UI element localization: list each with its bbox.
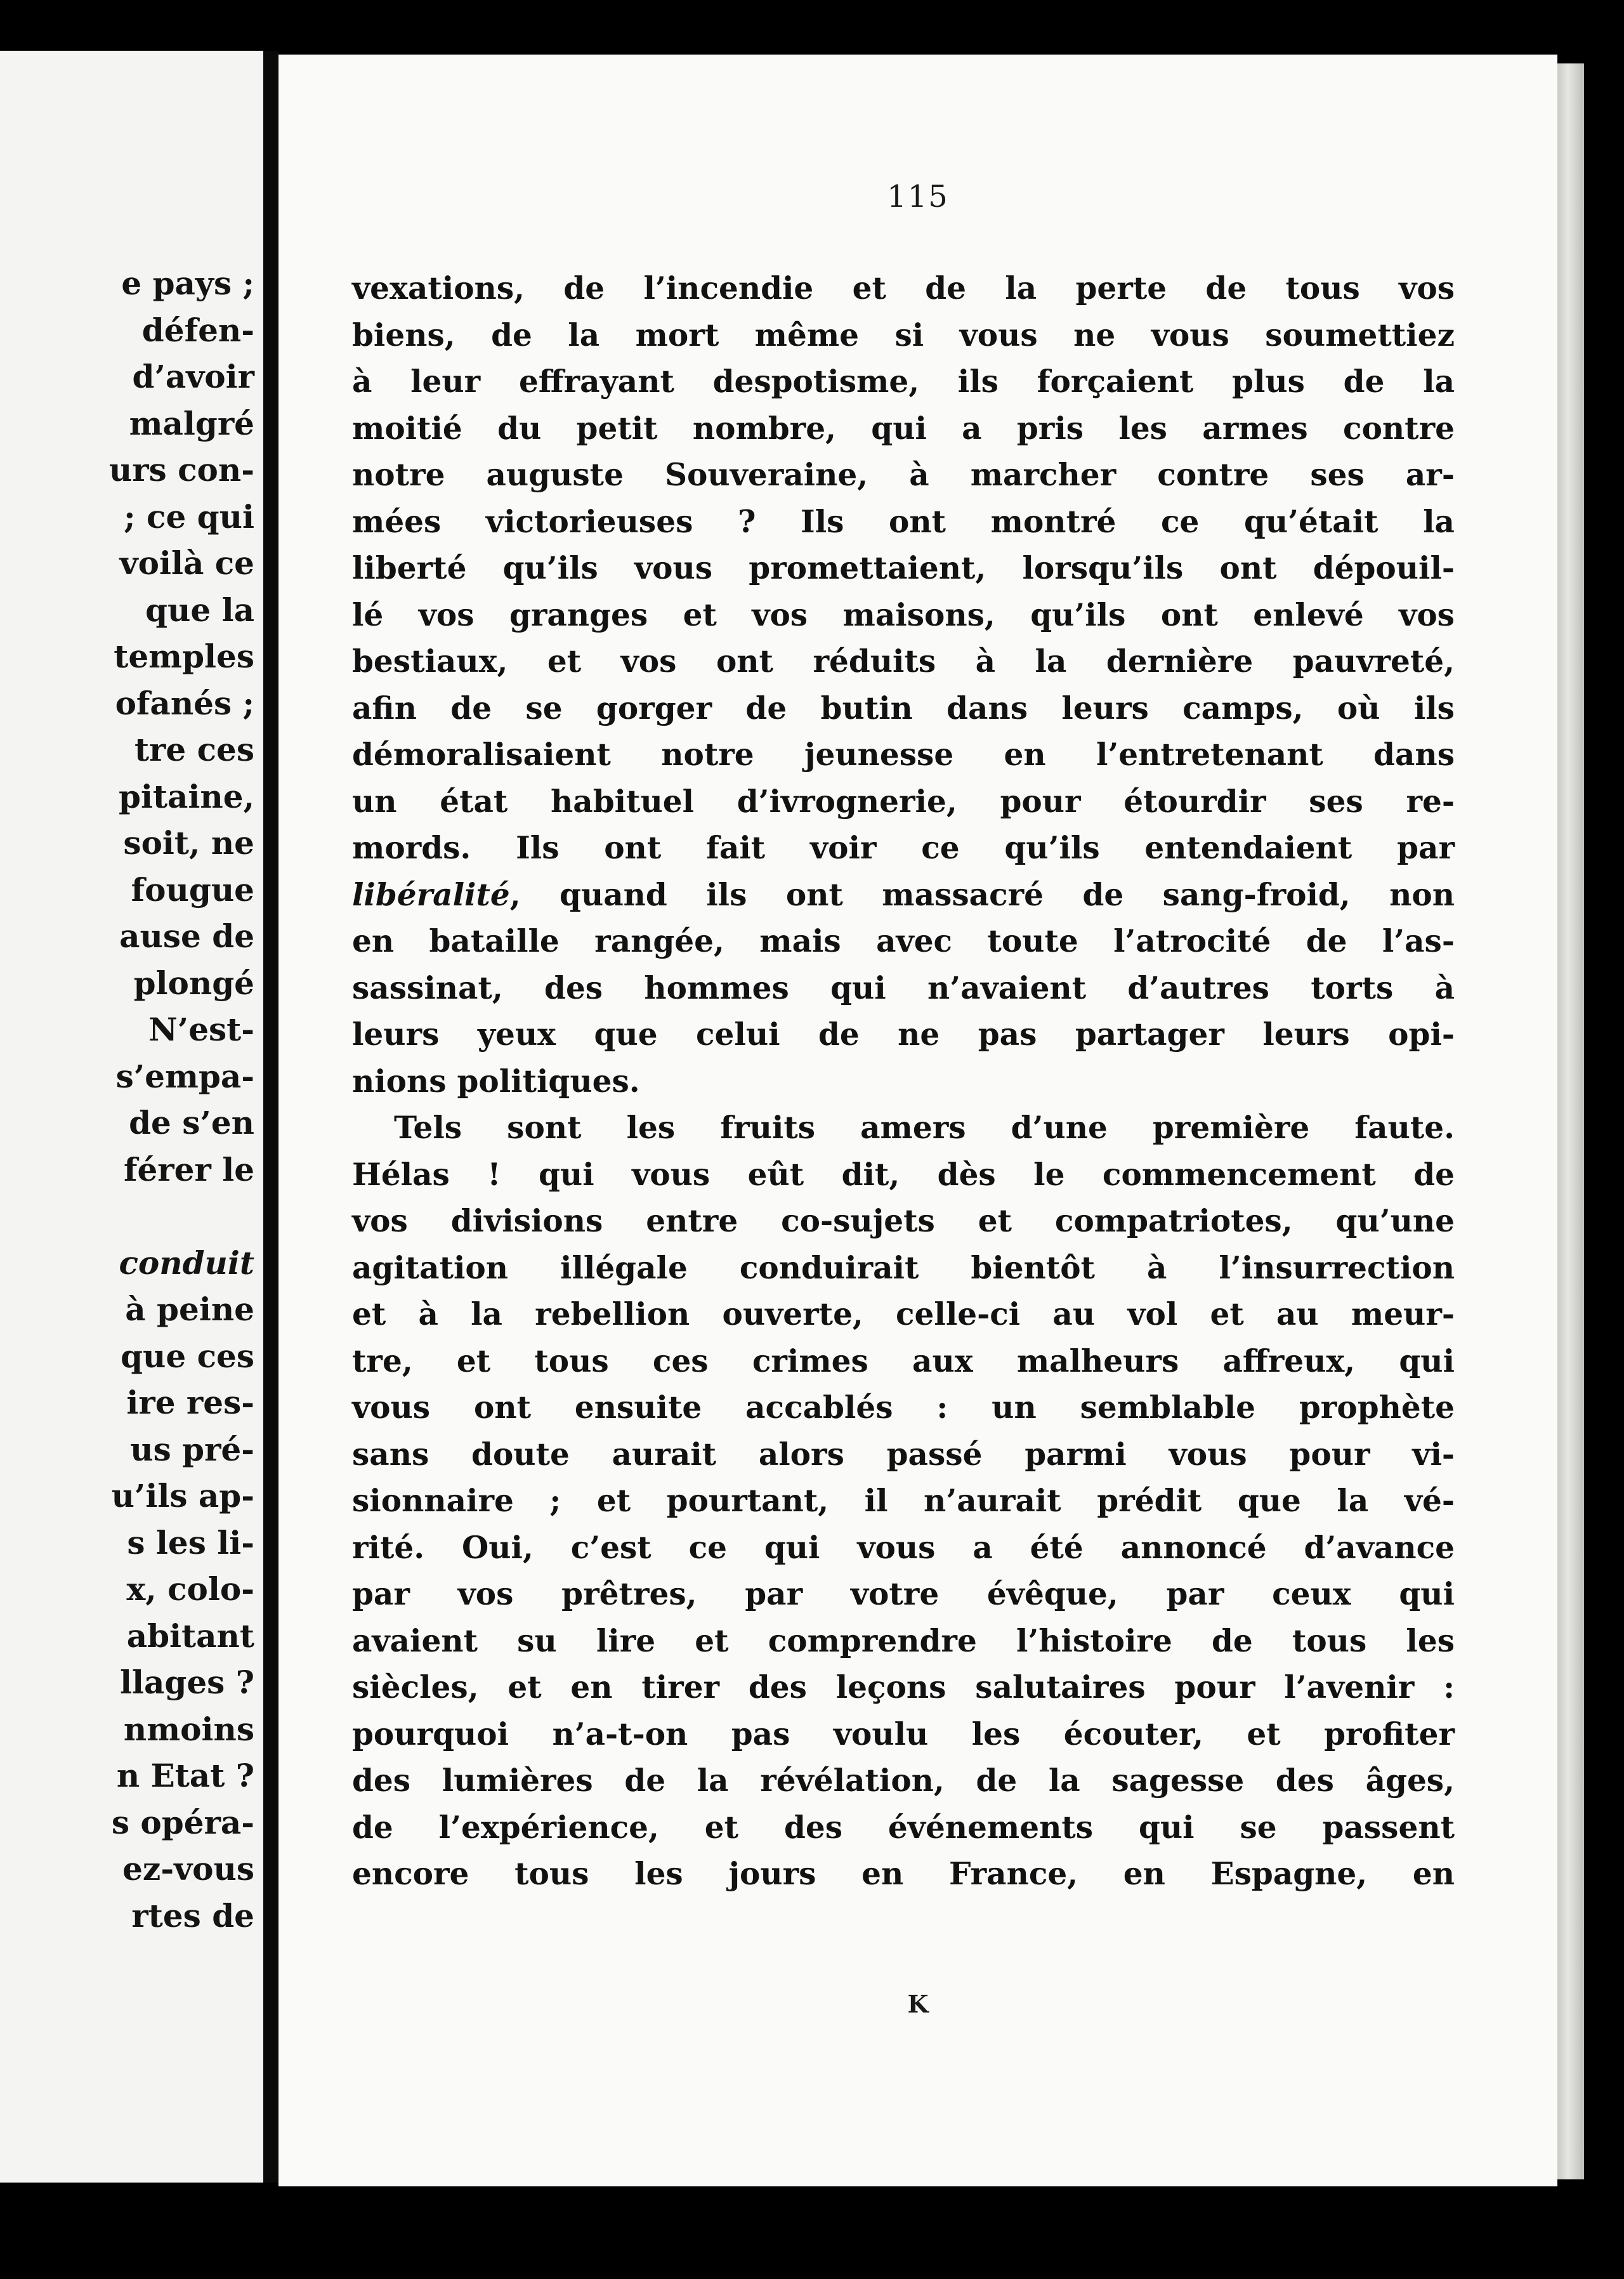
left-line: e pays ; <box>121 265 254 302</box>
text-line: mées victorieuses ? Ils ont montré ce qu’était la <box>352 503 1455 540</box>
text-line: des lumières de la révélation, de la sagesse des âges, <box>352 1763 1455 1799</box>
left-line: ; ce qui <box>124 497 254 535</box>
left-line: malgré <box>129 404 254 442</box>
left-line: que la <box>145 591 254 629</box>
left-line: abitant <box>126 1617 254 1655</box>
text-line: un état habituel d’ivrognerie, pour étourdir ses re- <box>352 783 1455 820</box>
text-line: sassinat, des hommes qui n’avaient d’autres torts à <box>352 969 1455 1006</box>
left-page-text <box>109 260 254 1939</box>
left-line: défen- <box>141 311 254 349</box>
left-line: conduit <box>119 1244 254 1282</box>
text-line: encore tous les jours en France, en Espagne, en <box>352 1856 1455 1892</box>
text-line: biens, de la mort même si vous ne vous soumettiez <box>352 317 1455 353</box>
text-line: sionnaire ; et pourtant, il n’aurait prédit que la vé- <box>352 1483 1455 1519</box>
text-line: en bataille rangée, mais avec toute l’atrocité de l’as- <box>352 923 1455 959</box>
book-gutter <box>263 51 278 2183</box>
left-line: voilà ce <box>119 544 254 582</box>
left-line: pitaine, <box>118 777 254 815</box>
left-line: s’empa- <box>115 1057 254 1095</box>
left-line: soit, ne <box>123 824 254 862</box>
left-line: us pré- <box>130 1430 254 1468</box>
page-number: 115 <box>887 179 949 214</box>
left-line: llages ? <box>119 1664 254 1701</box>
text-line: vous ont ensuite accablés : un semblable prophète <box>352 1389 1455 1426</box>
left-line: rtes de <box>131 1896 254 1934</box>
left-line: que ces <box>121 1337 254 1375</box>
left-line: x, colo- <box>126 1570 254 1608</box>
left-page-fragment <box>0 51 263 2183</box>
text-line: démoralisaient notre jeunesse en l’entretenant dans <box>352 737 1455 773</box>
left-line: ez-vous <box>122 1850 254 1888</box>
left-line: fougue <box>131 870 254 909</box>
text-line: vexations, de l’incendie et de la perte de tous vos <box>352 270 1455 306</box>
text-line: agitation illégale conduirait bientôt à l’insurrection <box>352 1249 1455 1286</box>
left-line: u’ils ap- <box>111 1477 254 1514</box>
text-line: bestiaux, et vos ont réduits à la dernière pauvreté, <box>352 643 1455 680</box>
left-line: ofanés ; <box>115 684 254 722</box>
text-line: à leur effrayant despotisme, ils forçaient plus de la <box>352 364 1455 400</box>
text-line: sans doute aurait alors passé parmi vous pour vi- <box>352 1436 1455 1473</box>
left-line: tre ces <box>134 731 254 768</box>
left-line: férer le <box>123 1150 254 1188</box>
left-line: ire res- <box>126 1384 254 1421</box>
body-text <box>352 265 1455 1898</box>
left-line: urs con- <box>108 451 254 489</box>
text-line: rité. Oui, c’est ce qui vous a été annoncé d’avance <box>352 1529 1455 1566</box>
left-line: s les li- <box>127 1523 254 1561</box>
left-line: de s’en <box>129 1104 254 1141</box>
text-line: moitié du petit nombre, qui a pris les armes contre <box>352 410 1455 447</box>
left-line: nmoins <box>123 1710 254 1748</box>
text-line: liberté qu’ils vous promettaient, lorsqu’ils ont dépouil- <box>352 550 1455 586</box>
text-line: pourquoi n’a-t-on pas voulu les écouter, et profiter <box>352 1716 1455 1752</box>
left-line: s opéra- <box>111 1803 254 1841</box>
text-line: tre, et tous ces crimes aux malheurs affreux, qui <box>352 1343 1455 1379</box>
left-line: d’avoir <box>132 358 254 395</box>
left-line-gap <box>109 1193 254 1240</box>
text-line: leurs yeux que celui de ne pas partager leurs opi- <box>352 1016 1455 1053</box>
left-line: n Etat ? <box>116 1757 254 1794</box>
text-line: Hélas ! qui vous eût dit, dès le commencement de <box>352 1156 1455 1193</box>
text-line: mords. Ils ont fait voir ce qu’ils entendaient par <box>352 830 1455 866</box>
text-line: siècles, et en tirer des leçons salutaires pour l’avenir : <box>352 1669 1455 1705</box>
text-line: afin de se gorger de butin dans leurs camps, où ils <box>352 690 1455 726</box>
right-page <box>278 55 1557 2186</box>
text-line: et à la rebellion ouverte, celle-ci au vol et au meur- <box>352 1296 1455 1332</box>
italic-word: libéralité <box>352 876 510 913</box>
left-line: ause de <box>119 917 254 955</box>
text-line: avaient su lire et comprendre l’histoire de tous les <box>352 1622 1455 1659</box>
text-line <box>352 872 1455 919</box>
left-line: temples <box>114 638 254 675</box>
paragraph-start-line: Tels sont les fruits amers d’une première faute. <box>394 1110 1455 1146</box>
left-line: à peine <box>125 1291 254 1328</box>
left-line: plongé <box>133 964 254 1002</box>
text-line: vos divisions entre co-sujets et compatriotes, qu’une <box>352 1203 1455 1239</box>
page-edge-stack <box>1557 63 1584 2179</box>
signature-mark: K <box>907 1990 929 2018</box>
text-line: lé vos granges et vos maisons, qu’ils ont enlevé vos <box>352 596 1455 633</box>
paragraph-end-line: nions politiques. <box>352 1063 640 1100</box>
left-line: N’est- <box>148 1011 254 1048</box>
text-line: de l’expérience, et des événements qui se passent <box>352 1809 1455 1846</box>
text-line: notre auguste Souveraine, à marcher contre ses ar- <box>352 457 1455 493</box>
text-run: , quand ils ont massacré de sang-froid, non <box>509 876 1455 913</box>
text-line: par vos prêtres, par votre évêque, par ceux qui <box>352 1576 1455 1612</box>
